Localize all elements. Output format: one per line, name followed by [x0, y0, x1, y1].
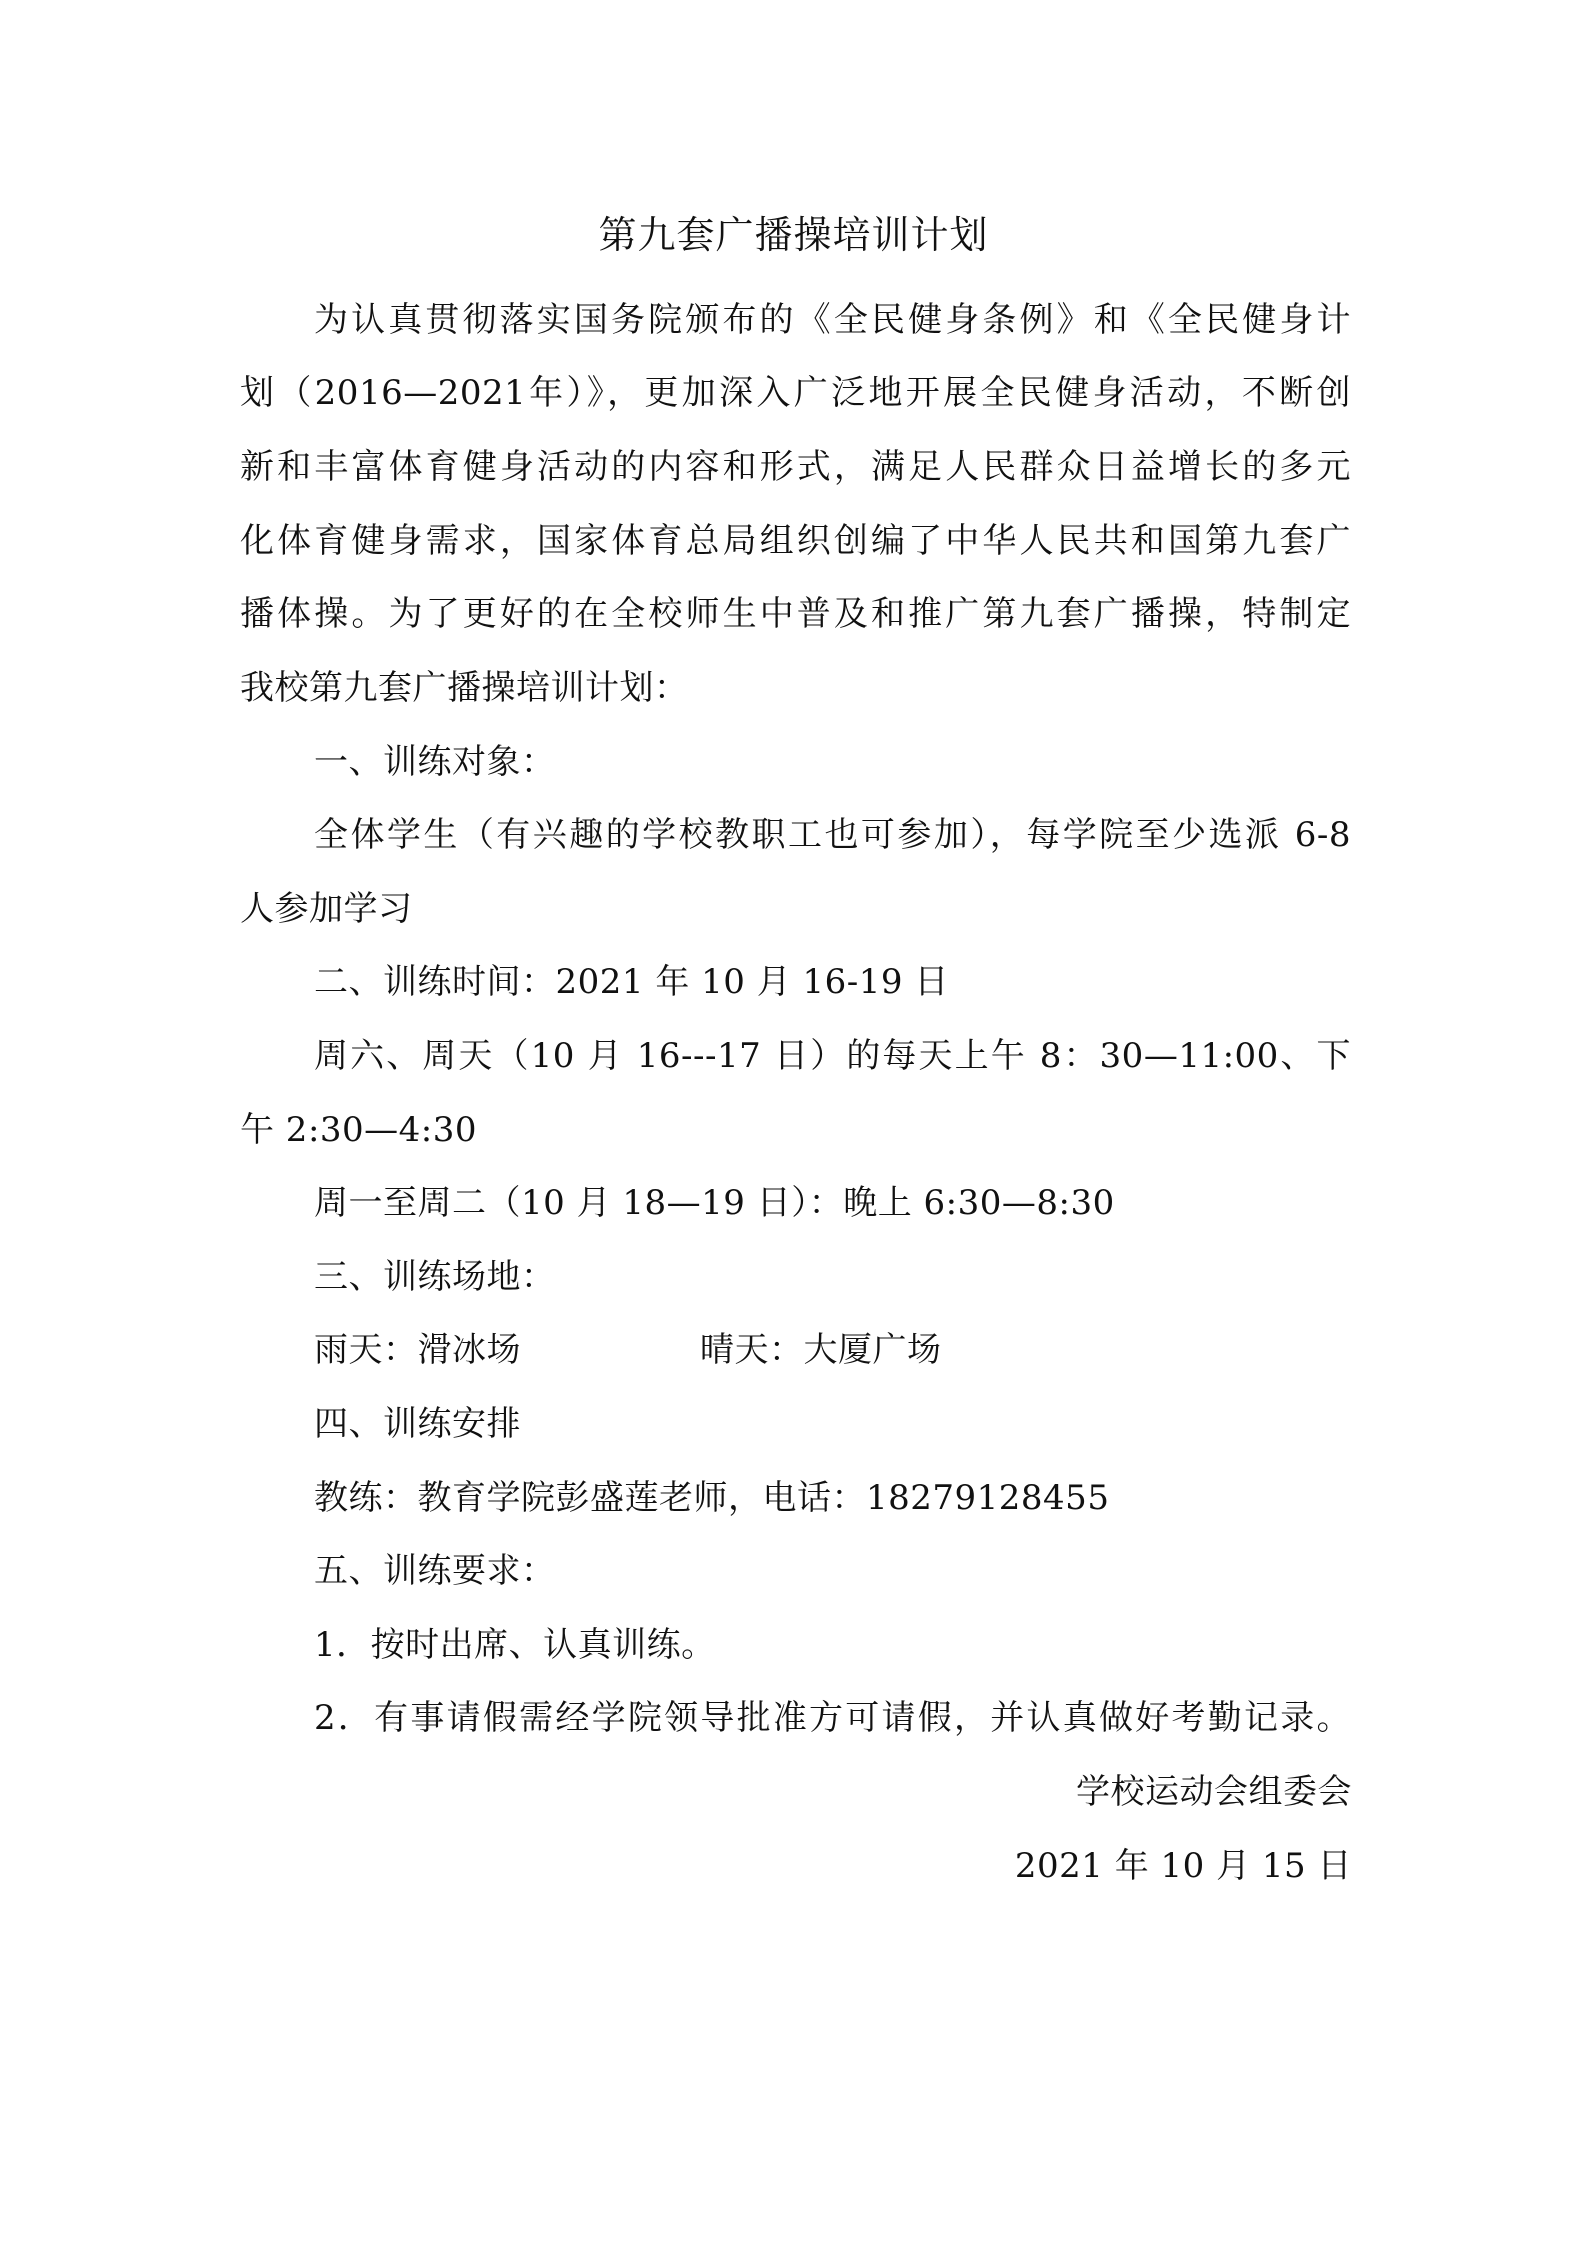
section-4-heading: 四、训练安排: [314, 1404, 521, 1444]
venue-rainy: 雨天：滑冰场: [314, 1330, 521, 1370]
signature-org: 学校运动会组委会: [1076, 1772, 1352, 1812]
venue-sunny: 晴天：大厦广场: [700, 1330, 942, 1370]
section-3-heading: 三、训练场地：: [314, 1257, 556, 1297]
section-2-weekend-line-2: 午 2:30—4:30: [240, 1110, 478, 1150]
section-2-heading: 二、训练时间：2021 年 10 月 16-19 日: [314, 962, 949, 1002]
section-1-heading: 一、训练对象：: [314, 742, 556, 782]
section-2-weekday-line: 周一至周二（10 月 18—19 日）：晚上 6:30—8:30: [314, 1183, 1115, 1223]
requirement-2: 2．有事请假需经学院领导批准方可请假，并认真做好考勤记录。: [314, 1698, 1351, 1738]
intro-line-2: 划（2016—2021年）》，更加深入广泛地开展全民健身活动，不断创: [240, 373, 1351, 413]
section-5-heading: 五、训练要求：: [314, 1551, 556, 1591]
document-title: 第九套广播操培训计划: [598, 213, 989, 257]
intro-line-5: 播体操。为了更好的在全校师生中普及和推广第九套广播操，特制定: [240, 594, 1351, 634]
signature-date: 2021 年 10 月 15 日: [1014, 1846, 1352, 1886]
coach-contact: 教练：教育学院彭盛莲老师，电话：18279128455: [314, 1478, 1110, 1518]
intro-line-3: 新和丰富体育健身活动的内容和形式，满足人民群众日益增长的多元: [240, 447, 1351, 487]
intro-line-1: 为认真贯彻落实国务院颁布的《全民健身条例》和《全民健身计: [314, 300, 1351, 340]
section-1-line-2: 人参加学习: [240, 889, 413, 929]
intro-line-6: 我校第九套广播操培训计划：: [240, 668, 689, 708]
section-2-weekend-line-1: 周六、周天（10 月 16---17 日）的每天上午 8：30—11:00、下: [314, 1036, 1351, 1076]
section-1-line-1: 全体学生（有兴趣的学校教职工也可参加），每学院至少选派 6-8: [314, 815, 1351, 855]
requirement-1: 1．按时出席、认真训练。: [314, 1625, 716, 1665]
intro-line-4: 化体育健身需求，国家体育总局组织创编了中华人民共和国第九套广: [240, 521, 1351, 561]
